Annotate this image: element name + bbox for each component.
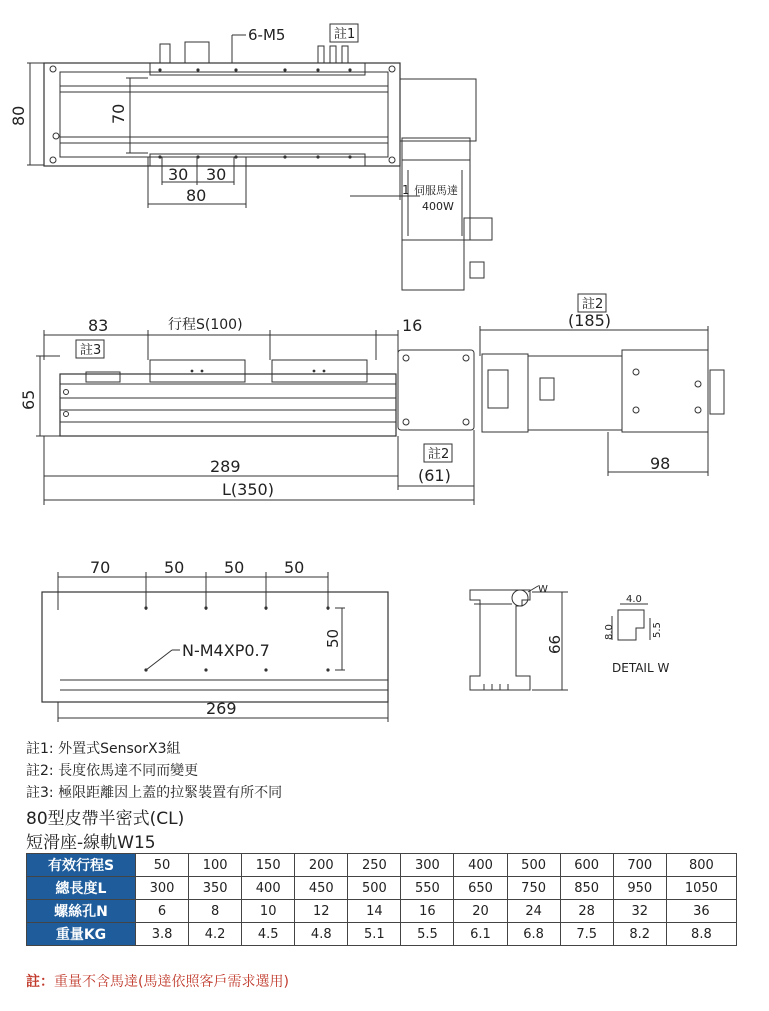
table-cell: 750	[507, 877, 560, 900]
table-cell: 650	[454, 877, 507, 900]
top-holes-label: 6-M5	[248, 26, 286, 44]
dim-50b: 50	[224, 558, 245, 577]
table-cell: 800	[666, 854, 736, 877]
table-cell: 550	[401, 877, 454, 900]
note-tag-2b: 註2	[582, 297, 604, 312]
table-cell: 500	[507, 854, 560, 877]
table-cell: 4.8	[295, 923, 348, 946]
note-tag-3: 註3	[80, 343, 102, 358]
spec-table	[26, 853, 737, 946]
motor-dim: 1	[402, 183, 410, 197]
dim-50c: 50	[284, 558, 305, 577]
footer-label: 註：	[26, 974, 54, 990]
table-cell: 8.2	[613, 923, 666, 946]
dim-pitch-30a: 30	[168, 165, 189, 184]
table-cell: 950	[613, 877, 666, 900]
detail-label: DETAIL W	[612, 661, 670, 675]
dim-65: 65	[19, 389, 38, 410]
dim-61: (61)	[418, 466, 451, 485]
table-cell: 3.8	[136, 923, 189, 946]
table-cell: 350	[189, 877, 242, 900]
dim-269: 269	[206, 699, 237, 718]
table-cell: 300	[401, 854, 454, 877]
detail-dim-width: 4.0	[626, 594, 642, 605]
table-cell: 450	[295, 877, 348, 900]
table-cell: 24	[507, 900, 560, 923]
table-cell: 5.5	[401, 923, 454, 946]
dim-185: (185)	[568, 311, 612, 330]
note-1: 註1: 外置式SensorX3組	[26, 741, 181, 757]
dim-16: 16	[402, 316, 423, 335]
dim-98: 98	[650, 454, 671, 473]
table-cell: 200	[295, 854, 348, 877]
detail-dim-slot: 5.5	[652, 622, 663, 638]
table-cell: 4.2	[189, 923, 242, 946]
model-subtitle: 短滑座-線軌W15	[26, 833, 156, 853]
row-header: 總長度L	[27, 877, 136, 900]
table-cell: 16	[401, 900, 454, 923]
table-cell: 36	[666, 900, 736, 923]
footer-text: 重量不含馬達(馬達依照客戶需求選用)	[54, 974, 289, 990]
table-cell: 600	[560, 854, 613, 877]
table-cell: 12	[295, 900, 348, 923]
dim-height-70: 70	[109, 103, 128, 124]
row-header: 螺絲孔N	[27, 900, 136, 923]
dim-total-length: L(350)	[222, 480, 274, 499]
table-cell: 250	[348, 854, 401, 877]
table-cell: 150	[242, 854, 295, 877]
dim-height-80: 80	[9, 105, 28, 126]
note-tag-2a: 註2	[428, 447, 450, 462]
table-cell: 6.1	[454, 923, 507, 946]
table-cell: 5.1	[348, 923, 401, 946]
table-row	[27, 923, 737, 946]
table-cell: 100	[189, 854, 242, 877]
table-cell: 500	[348, 877, 401, 900]
motor-side-view	[480, 326, 724, 476]
motor-label-2: 400W	[422, 200, 454, 213]
table-cell: 8.8	[666, 923, 736, 946]
dim-66: 66	[546, 634, 564, 654]
table-cell: 10	[242, 900, 295, 923]
table-cell: 400	[242, 877, 295, 900]
footer-note	[26, 971, 289, 991]
dim-50a: 50	[164, 558, 185, 577]
row-header: 重量KG	[27, 923, 136, 946]
table-cell: 400	[454, 854, 507, 877]
dim-hole-spacing: 50	[324, 628, 342, 648]
table-cell: 32	[613, 900, 666, 923]
table-cell: 6.8	[507, 923, 560, 946]
table-cell: 28	[560, 900, 613, 923]
table-cell: 6	[136, 900, 189, 923]
row-header: 有效行程S	[27, 854, 136, 877]
table-row	[27, 877, 737, 900]
dim-carriage-80: 80	[186, 186, 207, 205]
motor-label-1: 伺服馬達	[414, 184, 458, 197]
table-cell: 20	[454, 900, 507, 923]
detail-mark: W	[538, 584, 548, 595]
dim-289: 289	[210, 457, 241, 476]
table-row	[27, 900, 737, 923]
detail-dim-height: 8.0	[604, 624, 615, 640]
dim-stroke: 行程S(100)	[168, 317, 243, 333]
note-2: 註2: 長度依馬達不同而變更	[26, 763, 199, 779]
note-tag-1: 註1	[334, 27, 356, 42]
side-view	[36, 330, 474, 505]
table-cell: 4.5	[242, 923, 295, 946]
table-cell: 700	[613, 854, 666, 877]
note-3: 註3: 極限距離因上蓋的拉緊裝置有所不同	[26, 785, 283, 801]
table-row	[27, 854, 737, 877]
bottom-holes-label: N-M4XP0.7	[182, 641, 270, 660]
dim-pitch-30b: 30	[206, 165, 227, 184]
table-cell: 7.5	[560, 923, 613, 946]
dim-83: 83	[88, 316, 109, 335]
table-cell: 1050	[666, 877, 736, 900]
dim-70: 70	[90, 558, 111, 577]
table-cell: 14	[348, 900, 401, 923]
table-cell: 300	[136, 877, 189, 900]
table-cell: 50	[136, 854, 189, 877]
model-title: 80型皮帶半密式(CL)	[26, 809, 185, 829]
table-cell: 850	[560, 877, 613, 900]
top-view	[27, 35, 492, 290]
table-cell: 8	[189, 900, 242, 923]
